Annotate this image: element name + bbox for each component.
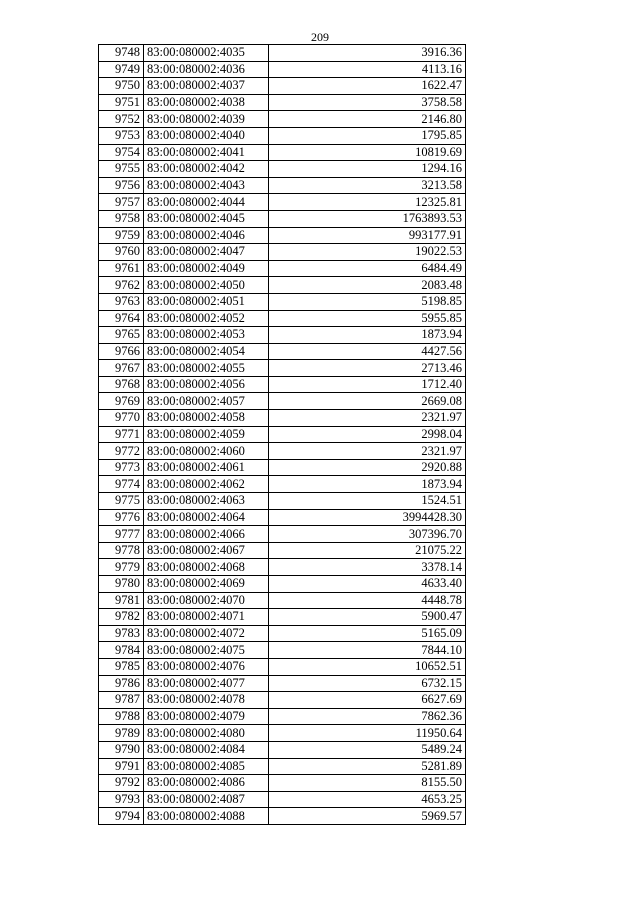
row-number-cell: 9754 [99, 144, 144, 161]
cadastral-number-cell: 83:00:080002:4052 [144, 310, 269, 327]
cadastral-number-cell: 83:00:080002:4037 [144, 78, 269, 95]
cadastral-number-cell: 83:00:080002:4072 [144, 625, 269, 642]
value-cell: 1622.47 [269, 78, 466, 95]
cadastral-number-cell: 83:00:080002:4066 [144, 526, 269, 543]
table-row [99, 692, 466, 709]
cadastral-number-cell: 83:00:080002:4075 [144, 642, 269, 659]
table-row [99, 791, 466, 808]
value-cell: 3213.58 [269, 177, 466, 194]
cadastral-number-cell: 83:00:080002:4045 [144, 210, 269, 227]
row-number-cell: 9793 [99, 791, 144, 808]
cadastral-number-cell: 83:00:080002:4080 [144, 725, 269, 742]
table-row [99, 725, 466, 742]
row-number-cell: 9772 [99, 443, 144, 460]
row-number-cell: 9763 [99, 293, 144, 310]
cadastral-number-cell: 83:00:080002:4058 [144, 410, 269, 427]
cadastral-number-cell: 83:00:080002:4059 [144, 426, 269, 443]
row-number-cell: 9762 [99, 277, 144, 294]
table-row [99, 227, 466, 244]
cadastral-number-cell: 83:00:080002:4049 [144, 260, 269, 277]
table-row [99, 675, 466, 692]
value-cell: 2713.46 [269, 360, 466, 377]
table-row [99, 459, 466, 476]
cadastral-number-cell: 83:00:080002:4061 [144, 459, 269, 476]
value-cell: 4427.56 [269, 343, 466, 360]
row-number-cell: 9748 [99, 45, 144, 62]
value-cell: 21075.22 [269, 542, 466, 559]
cadastral-number-cell: 83:00:080002:4069 [144, 576, 269, 593]
row-number-cell: 9750 [99, 78, 144, 95]
row-number-cell: 9784 [99, 642, 144, 659]
row-number-cell: 9791 [99, 758, 144, 775]
cadastral-number-cell: 83:00:080002:4056 [144, 376, 269, 393]
value-cell: 1712.40 [269, 376, 466, 393]
row-number-cell: 9765 [99, 327, 144, 344]
table-row [99, 493, 466, 510]
value-cell: 3916.36 [269, 45, 466, 62]
value-cell: 10652.51 [269, 658, 466, 675]
row-number-cell: 9788 [99, 708, 144, 725]
row-number-cell: 9758 [99, 210, 144, 227]
table-row [99, 260, 466, 277]
table-row [99, 244, 466, 261]
table-row [99, 177, 466, 194]
cadastral-number-cell: 83:00:080002:4051 [144, 293, 269, 310]
cadastral-number-cell: 83:00:080002:4064 [144, 509, 269, 526]
value-cell: 2998.04 [269, 426, 466, 443]
table-row [99, 310, 466, 327]
value-cell: 5489.24 [269, 741, 466, 758]
cadastral-number-cell: 83:00:080002:4046 [144, 227, 269, 244]
table-row [99, 210, 466, 227]
table-row [99, 127, 466, 144]
row-number-cell: 9794 [99, 808, 144, 825]
value-cell: 10819.69 [269, 144, 466, 161]
value-cell: 19022.53 [269, 244, 466, 261]
value-cell: 3378.14 [269, 559, 466, 576]
cadastral-number-cell: 83:00:080002:4044 [144, 194, 269, 211]
value-cell: 4448.78 [269, 592, 466, 609]
value-cell: 4653.25 [269, 791, 466, 808]
value-cell: 2083.48 [269, 277, 466, 294]
value-cell: 3758.58 [269, 94, 466, 111]
row-number-cell: 9785 [99, 658, 144, 675]
row-number-cell: 9755 [99, 161, 144, 178]
row-number-cell: 9779 [99, 559, 144, 576]
table-row [99, 542, 466, 559]
row-number-cell: 9787 [99, 692, 144, 709]
cadastral-number-cell: 83:00:080002:4087 [144, 791, 269, 808]
cadastral-number-cell: 83:00:080002:4047 [144, 244, 269, 261]
table-row [99, 277, 466, 294]
table-row [99, 376, 466, 393]
row-number-cell: 9790 [99, 741, 144, 758]
row-number-cell: 9789 [99, 725, 144, 742]
row-number-cell: 9782 [99, 609, 144, 626]
table-row [99, 658, 466, 675]
value-cell: 2669.08 [269, 393, 466, 410]
table-row [99, 625, 466, 642]
row-number-cell: 9780 [99, 576, 144, 593]
value-cell: 5900.47 [269, 609, 466, 626]
cadastral-number-cell: 83:00:080002:4085 [144, 758, 269, 775]
row-number-cell: 9764 [99, 310, 144, 327]
table-row [99, 775, 466, 792]
row-number-cell: 9751 [99, 94, 144, 111]
value-cell: 2920.88 [269, 459, 466, 476]
value-cell: 1763893.53 [269, 210, 466, 227]
cadastral-number-cell: 83:00:080002:4086 [144, 775, 269, 792]
cadastral-number-cell: 83:00:080002:4060 [144, 443, 269, 460]
value-cell: 6732.15 [269, 675, 466, 692]
value-cell: 12325.81 [269, 194, 466, 211]
row-number-cell: 9757 [99, 194, 144, 211]
value-cell: 11950.64 [269, 725, 466, 742]
row-number-cell: 9761 [99, 260, 144, 277]
row-number-cell: 9749 [99, 61, 144, 78]
table-row [99, 758, 466, 775]
cadastral-number-cell: 83:00:080002:4039 [144, 111, 269, 128]
table-row [99, 576, 466, 593]
cadastral-number-cell: 83:00:080002:4079 [144, 708, 269, 725]
registry-table [98, 44, 466, 825]
table-row [99, 78, 466, 95]
row-number-cell: 9783 [99, 625, 144, 642]
cadastral-number-cell: 83:00:080002:4084 [144, 741, 269, 758]
cadastral-number-cell: 83:00:080002:4041 [144, 144, 269, 161]
table-row [99, 426, 466, 443]
value-cell: 8155.50 [269, 775, 466, 792]
cadastral-number-cell: 83:00:080002:4088 [144, 808, 269, 825]
cadastral-number-cell: 83:00:080002:4042 [144, 161, 269, 178]
cadastral-number-cell: 83:00:080002:4070 [144, 592, 269, 609]
value-cell: 2146.80 [269, 111, 466, 128]
row-number-cell: 9781 [99, 592, 144, 609]
row-number-cell: 9776 [99, 509, 144, 526]
row-number-cell: 9778 [99, 542, 144, 559]
value-cell: 5198.85 [269, 293, 466, 310]
table-row [99, 393, 466, 410]
cadastral-number-cell: 83:00:080002:4078 [144, 692, 269, 709]
value-cell: 1795.85 [269, 127, 466, 144]
row-number-cell: 9752 [99, 111, 144, 128]
value-cell: 5165.09 [269, 625, 466, 642]
cadastral-number-cell: 83:00:080002:4077 [144, 675, 269, 692]
value-cell: 5969.57 [269, 808, 466, 825]
cadastral-number-cell: 83:00:080002:4038 [144, 94, 269, 111]
value-cell: 1294.16 [269, 161, 466, 178]
row-number-cell: 9775 [99, 493, 144, 510]
row-number-cell: 9773 [99, 459, 144, 476]
cadastral-number-cell: 83:00:080002:4054 [144, 343, 269, 360]
table-row [99, 559, 466, 576]
row-number-cell: 9768 [99, 376, 144, 393]
table-row [99, 808, 466, 825]
cadastral-number-cell: 83:00:080002:4053 [144, 327, 269, 344]
table-row [99, 642, 466, 659]
cadastral-number-cell: 83:00:080002:4036 [144, 61, 269, 78]
table-row [99, 592, 466, 609]
cadastral-number-cell: 83:00:080002:4040 [144, 127, 269, 144]
value-cell: 5281.89 [269, 758, 466, 775]
value-cell: 1873.94 [269, 476, 466, 493]
row-number-cell: 9756 [99, 177, 144, 194]
table-row [99, 45, 466, 62]
row-number-cell: 9771 [99, 426, 144, 443]
value-cell: 2321.97 [269, 410, 466, 427]
cadastral-number-cell: 83:00:080002:4055 [144, 360, 269, 377]
value-cell: 4113.16 [269, 61, 466, 78]
page-number: 209 [311, 30, 329, 44]
table-row [99, 360, 466, 377]
row-number-cell: 9766 [99, 343, 144, 360]
value-cell: 3994428.30 [269, 509, 466, 526]
table-row [99, 94, 466, 111]
table-row [99, 609, 466, 626]
table-row [99, 526, 466, 543]
cadastral-number-cell: 83:00:080002:4063 [144, 493, 269, 510]
row-number-cell: 9786 [99, 675, 144, 692]
table-row [99, 410, 466, 427]
table-row [99, 194, 466, 211]
row-number-cell: 9760 [99, 244, 144, 261]
table-row [99, 161, 466, 178]
value-cell: 4633.40 [269, 576, 466, 593]
table-row [99, 476, 466, 493]
value-cell: 1873.94 [269, 327, 466, 344]
table-row [99, 708, 466, 725]
value-cell: 6484.49 [269, 260, 466, 277]
table-row [99, 293, 466, 310]
row-number-cell: 9767 [99, 360, 144, 377]
value-cell: 7844.10 [269, 642, 466, 659]
cadastral-number-cell: 83:00:080002:4050 [144, 277, 269, 294]
value-cell: 307396.70 [269, 526, 466, 543]
row-number-cell: 9759 [99, 227, 144, 244]
value-cell: 1524.51 [269, 493, 466, 510]
value-cell: 2321.97 [269, 443, 466, 460]
table-row [99, 144, 466, 161]
row-number-cell: 9769 [99, 393, 144, 410]
row-number-cell: 9753 [99, 127, 144, 144]
table-row [99, 327, 466, 344]
value-cell: 6627.69 [269, 692, 466, 709]
table-row [99, 343, 466, 360]
table-row [99, 61, 466, 78]
table-row [99, 111, 466, 128]
row-number-cell: 9777 [99, 526, 144, 543]
cadastral-number-cell: 83:00:080002:4043 [144, 177, 269, 194]
value-cell: 5955.85 [269, 310, 466, 327]
cadastral-number-cell: 83:00:080002:4067 [144, 542, 269, 559]
cadastral-number-cell: 83:00:080002:4076 [144, 658, 269, 675]
row-number-cell: 9770 [99, 410, 144, 427]
cadastral-number-cell: 83:00:080002:4062 [144, 476, 269, 493]
row-number-cell: 9774 [99, 476, 144, 493]
table-row [99, 741, 466, 758]
value-cell: 993177.91 [269, 227, 466, 244]
value-cell: 7862.36 [269, 708, 466, 725]
cadastral-number-cell: 83:00:080002:4071 [144, 609, 269, 626]
cadastral-number-cell: 83:00:080002:4057 [144, 393, 269, 410]
cadastral-number-cell: 83:00:080002:4068 [144, 559, 269, 576]
cadastral-number-cell: 83:00:080002:4035 [144, 45, 269, 62]
registry-table-body [99, 45, 466, 825]
table-row [99, 509, 466, 526]
row-number-cell: 9792 [99, 775, 144, 792]
table-row [99, 443, 466, 460]
